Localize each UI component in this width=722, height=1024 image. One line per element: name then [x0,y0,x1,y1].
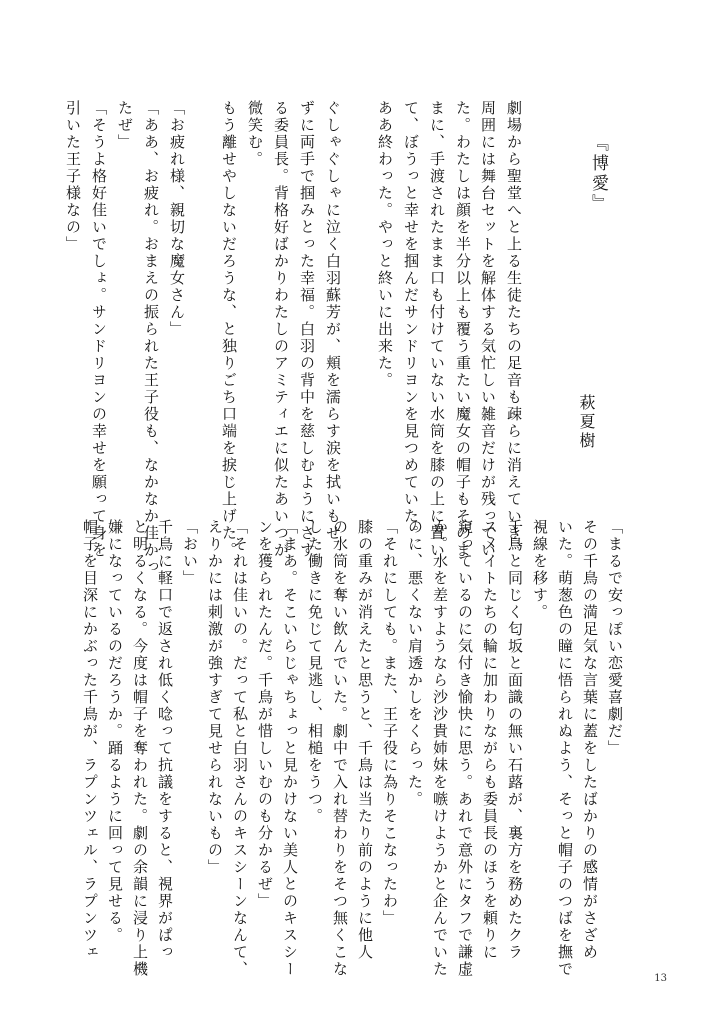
bottom-line-6: スメイトたちの輪に加わりながらも委員長のほうを頼りに [481,519,499,961]
top-line-17: 「そうよ格好佳いでしょ。サンドリヨンの幸せを願って身を [90,100,108,559]
top-line-3: た。わたしは顔を半分以上も覆う重たい魔女の帽子もそのま [454,100,472,559]
bottom-line-5: 千鳥と同じく匂坂と面識の無い石蕗が、裏方を務めたクラ [506,519,524,961]
bottom-line-4: 視線を移す。 [531,519,549,621]
top-line-2: 周囲には舞台セットを解体する気忙しい雑音だけが残ってい [479,100,497,559]
bottom-line-18: 「おい」 [181,519,199,587]
bottom-line-19: 千鳥に軽口で返され低く唸って抗議をすると、視界がぱっ [156,519,174,961]
story-title: 『博愛』 [588,134,608,214]
top-line-9: ずに両手で掴みとった幸福。白羽の背中を慈しむようにさす [298,100,316,559]
bottom-line-16: 「それは佳いの。だって私と白羽さんのキスシーンなんて、 [231,519,249,978]
top-line-15: 「ああ、お疲れ。おまえの振られた王子役も、なかなか佳かっ [142,100,160,576]
top-line-12: もう離せやしないだろうな、と独りごち口端を捩じ上げた。 [220,100,238,559]
top-line-6: ああ終わった。やっと終いに出来た。 [376,100,394,389]
bottom-line-17: えりかには刺激が強すぎて見せられないもの」 [206,519,224,876]
top-line-4: まに、手渡されたまま口も付けていない水筒を膝の上に置い [428,100,446,559]
top-line-10: る委員長。背格好ばかりわたしのアミティエに似たあいつが [272,100,290,559]
bottom-line-2: その千鳥の満足気な言葉に蓋をしたばかりの感情がさざめ [581,519,599,961]
top-line-8: ぐしゃぐしゃに泣く白羽蘇芳が、頬を濡らす涙を拭いもせ [324,100,342,542]
bottom-line-3: いた。萌葱色の瞳に悟られぬよう、そっと帽子のつばを撫で [556,519,574,978]
bottom-line-1: 「まるで安っぽい恋愛喜劇だ」 [606,519,624,757]
bottom-line-20: と明るくなる。今度は帽子を奪われた。劇の余韻に浸り上機 [131,519,149,978]
top-line-14: 「お疲れ様、親切な魔女さん」 [168,100,186,338]
bottom-line-15: ンを獲られたんだ。千鳥が惜しいむのも分かるぜ」 [256,519,274,910]
bottom-line-22: 帽子を目深にかぶった千鳥が、ラプンツェル、ラプンツェ [81,519,99,961]
top-line-1: 劇場から聖堂へと上る生徒たちの足音も疎らに消えていき、 [505,100,523,559]
bottom-line-7: 窺っているのに気付き愉快に思う。あれで意外にタフで謙虚 [456,519,474,978]
top-line-18: 引いた王子様なの」 [64,100,82,253]
bottom-line-10: 「それにしても。また、王子役に為りそこなったわ」 [381,519,399,927]
top-line-11: 微笑む。 [246,100,264,168]
top-line-5: て、ぼうっと幸せを掴んだサンドリヨンを見つめていた。 [402,100,420,542]
bottom-line-13: した働きに免じて見逃し、相槌をうつ。 [306,519,324,825]
author-name: 萩夏樹 [577,394,596,451]
bottom-line-9: のに、悪くない肩透かしをくらった。 [406,519,424,808]
bottom-line-14: 「まあ。そこいらじゃちょっと見かけない美人とのキスシー [281,519,299,978]
bottom-line-21: 嫌になっているのだろうか。踊るように回って見せる。 [106,519,124,944]
page-number: 13 [654,973,667,984]
bottom-line-11: 膝の重みが消えたと思うと、千鳥は当たり前のように他人 [356,519,374,961]
bottom-line-12: の水筒を奪い飲んでいた。劇中で入れ替わりをそつ無くこな [331,519,349,978]
bottom-line-8: か。水を差すようなら沙沙貴姉妹を嗾けようかと企んでいた [431,519,449,978]
top-line-16: たぜ」 [116,100,134,151]
